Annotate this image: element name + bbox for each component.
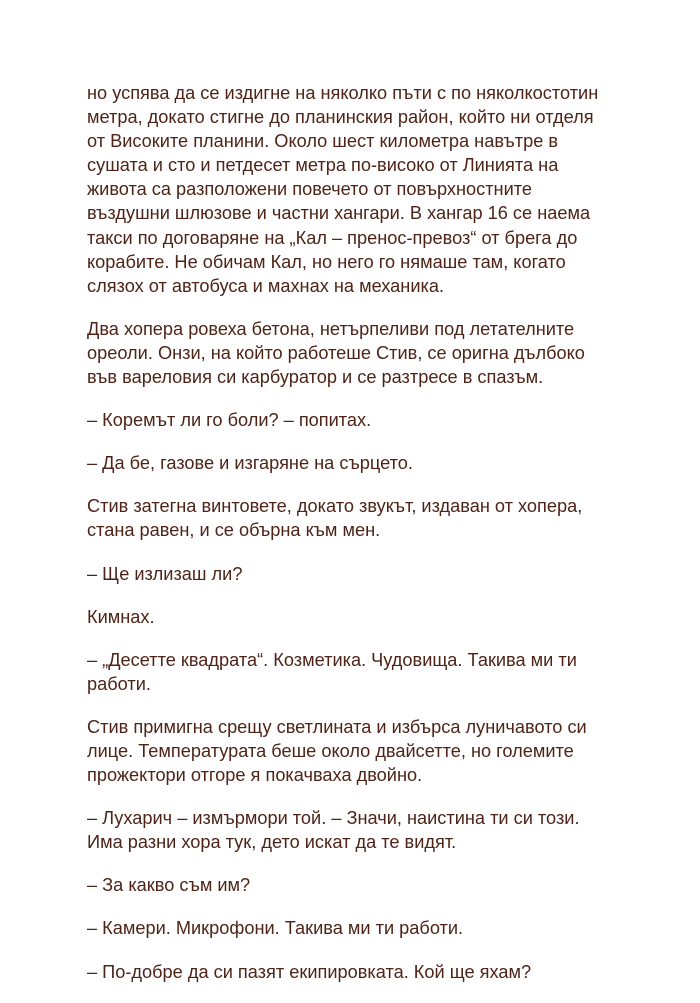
paragraph [87,605,647,629]
text-line: – Коремът ли го боли? – попитах. [87,410,372,431]
paragraph [87,806,647,854]
text-line: – По-добре да си пазят екипировката. Кой ще яхам? [87,961,532,982]
paragraph [87,715,647,787]
text-line: – „Десетте квадрата“. Козметика. Чудовища. Такива ми ти [87,649,577,670]
text-line: слязох от автобуса и махнах на механика. [87,275,445,296]
text-line: прожектори отгоре я покачваха двойно. [87,765,423,786]
paragraph [87,648,647,696]
text-line: но успява да се издигне на няколко пъти с по няколкостотин [87,83,599,103]
text-line: от Високите планини. Около шест километра навътре в [87,131,559,152]
text-line: – Да бе, газове и изгаряне на сърцето. [87,453,413,474]
text-line: ореоли. Онзи, на който работеше Стив, се оригна дълбоко [87,342,585,363]
text-line: – Лухарич – измърмори той. – Значи, наистина ти си този. [87,808,580,829]
text-line: Има разни хора тук, дето искат да те видят. [87,832,457,853]
text-line: работи. [87,673,151,694]
paragraph [87,960,647,984]
paragraph [87,494,647,542]
text-line: сушата и сто и петдесет метра по-високо от Линията на [87,155,559,176]
text-line: – За какво съм им? [87,875,251,896]
paragraph [87,562,647,586]
paragraph [87,451,647,475]
text-line: Два хопера ровеха бетона, нетърпеливи под летателните [87,318,575,339]
paragraph [87,408,647,432]
text-line: такси по договаряне на „Кал – пренос-превоз“ от брега до [87,227,578,248]
text-line: живота са разположени повечето от повърхностните [87,179,532,200]
text-line: – Ще излизаш ли? [87,563,243,584]
text-line: стана равен, и се обърна към мен. [87,520,381,541]
text-line: – Камери. Микрофони. Такива ми ти работи. [87,918,464,939]
text-line: лице. Температурата беше около двайсетте, но големите [87,740,574,761]
text-line: метра, докато стигне до планинския район, който ни отделя [87,107,594,128]
text-line: Кимнах. [87,606,155,627]
paragraph [87,873,647,897]
paragraph [87,317,647,389]
text-line: Стив примигна срещу светлината и избърса луничавото си [87,716,587,737]
text-line: във вареловия си карбуратор и се разтресе в спазъм. [87,367,544,388]
text-line: корабите. Не обичам Кал, но него го нямаше там, когато [87,251,566,272]
text-line: Стив затегна винтовете, докато звукът, издаван от хопера, [87,496,583,517]
paragraph [87,81,647,298]
body-text [87,81,647,1003]
text-line: въздушни шлюзове и частни хангари. В хангар 16 се наема [87,203,591,224]
paragraph [87,916,647,940]
